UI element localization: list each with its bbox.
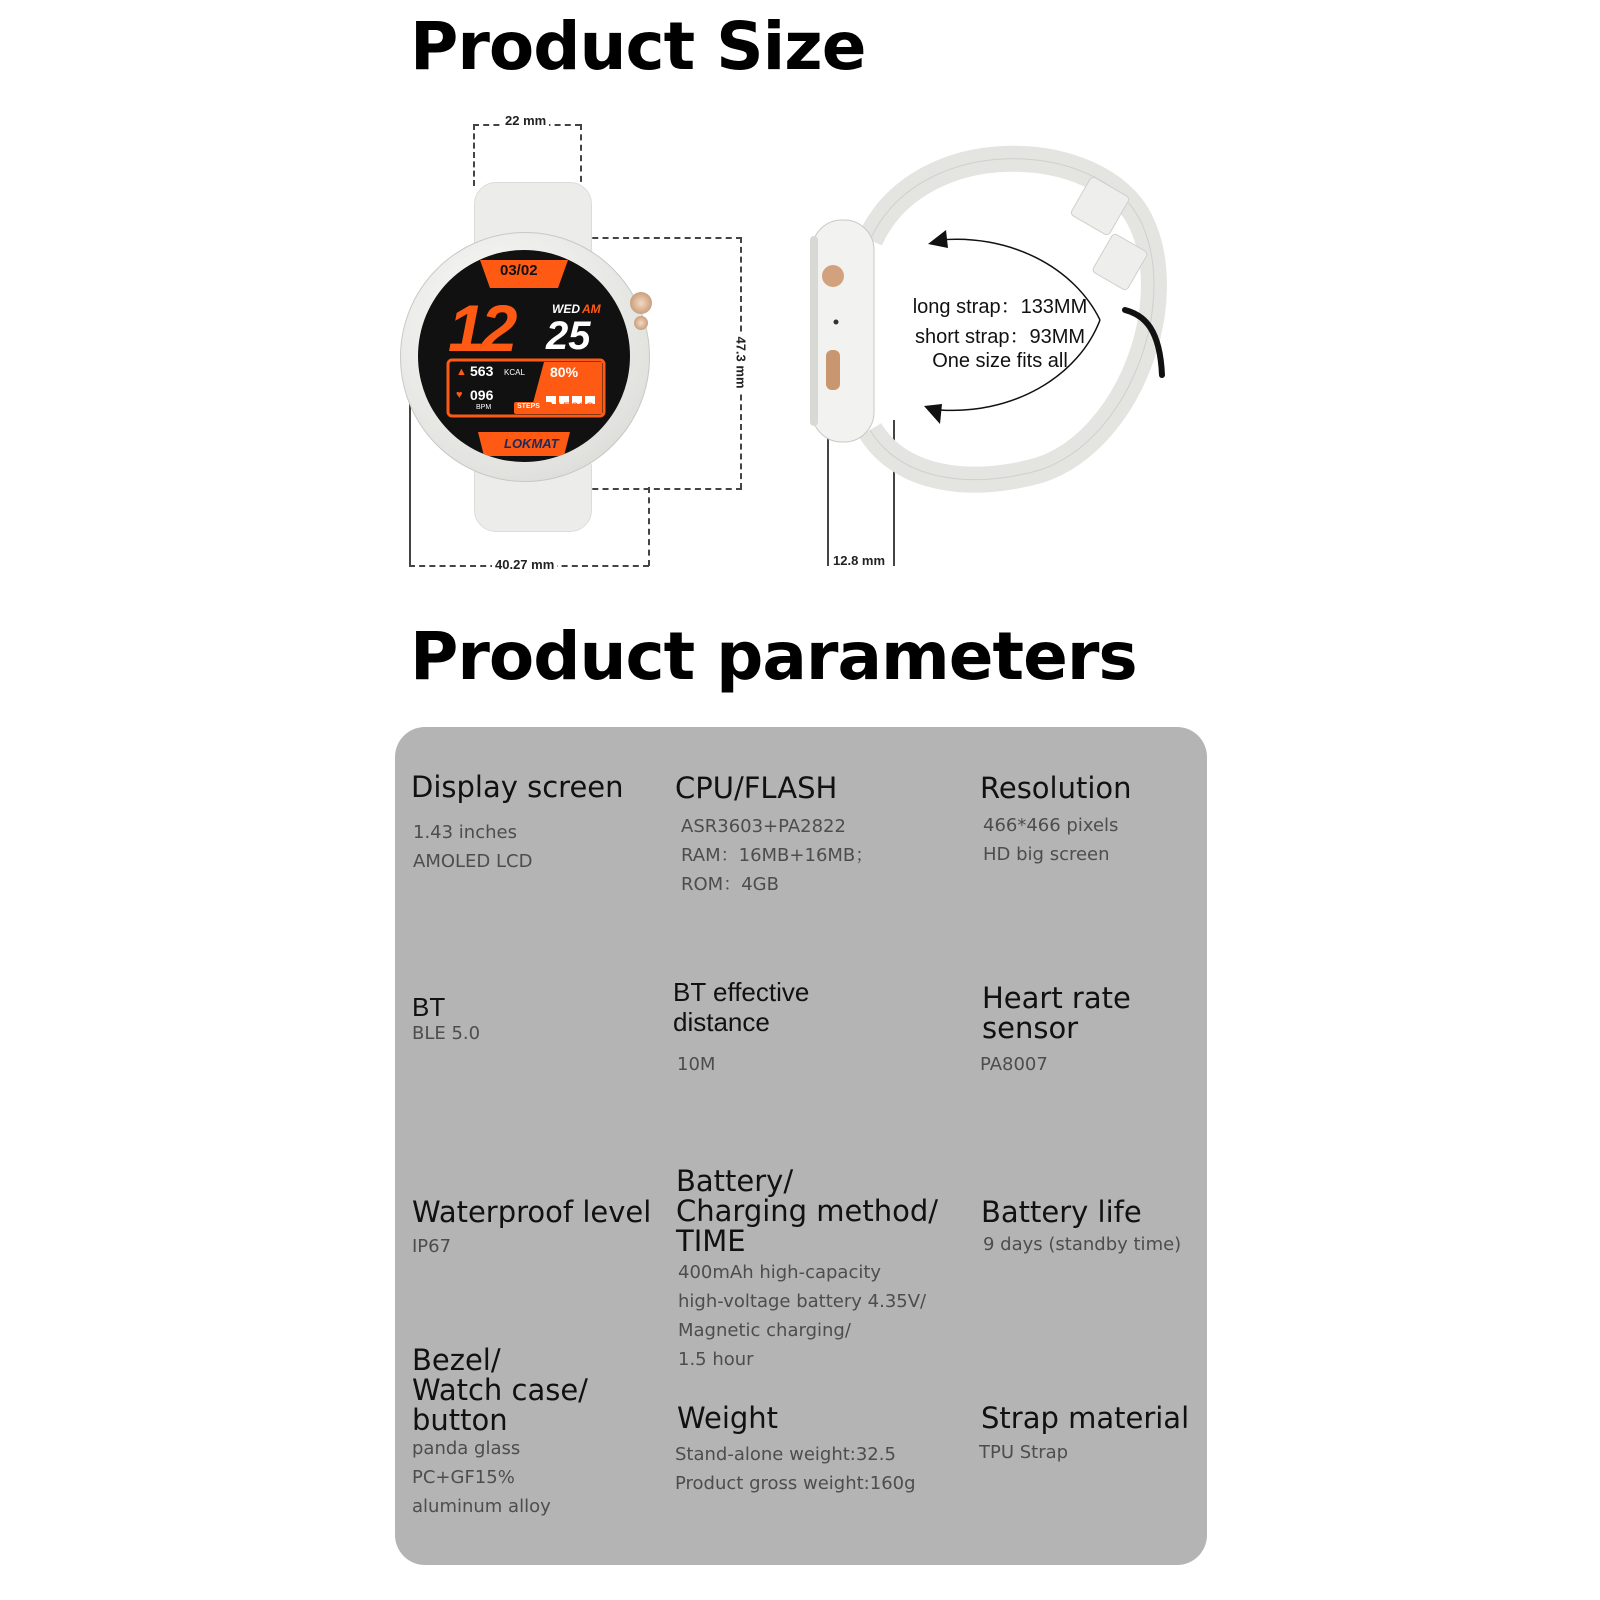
param-value-strap: TPU Strap [979,1442,1069,1463]
param-value-bt-distance: 10M [677,1054,716,1075]
param-value-bezel: panda glass PC+GF15% aluminum alloy [412,1438,551,1517]
watch-screen [418,250,630,462]
param-heading-battery: Battery/ Charging method/ TIME [676,1164,939,1258]
heart-icon: ♥ [456,389,463,401]
dim-height: 47.3 mm [734,333,749,391]
face-date: 03/02 [500,262,538,279]
param-heading-cpu: CPU/FLASH [675,771,838,805]
param-value-battery-life: 9 days (standby time) [983,1234,1182,1255]
param-heading-heart-rate: Heart rate sensor [982,981,1131,1045]
crown-button-small [634,316,648,330]
strap-short-text: short strap：93MM [914,326,1086,348]
face-kcal-unit: KCAL [504,368,525,377]
strap-fit-text: One size fits all [932,350,1068,372]
product-parameters-title: Product parameters [410,618,1137,695]
face-battery: 80% [550,364,579,380]
param-value-display: 1.43 inches AMOLED LCD [413,822,533,872]
param-heading-battery-life: Battery life [981,1195,1142,1229]
face-brand: LOKMAT [504,436,559,451]
face-steps-label: STEPS [517,403,540,410]
param-heading-waterproof: Waterproof level [412,1195,652,1229]
face-hour: 12 [448,291,514,365]
param-value-resolution: 466*466 pixels HD big screen [983,815,1119,865]
dim-width-top: 22 mm [502,113,549,128]
face-day: WED [552,302,580,316]
param-heading-bt: BT [412,992,446,1022]
param-heading-strap: Strap material [981,1401,1190,1435]
dim-thickness: 12.8 mm [830,553,888,568]
param-value-cpu: ASR3603+PA2822 RAM：16MB+16MB； ROM：4GB [681,816,874,895]
param-heading-resolution: Resolution [980,771,1132,805]
param-heading-bezel: Bezel/ Watch case/ button [412,1343,588,1437]
param-value-heart-rate: PA8007 [980,1054,1048,1075]
face-ampm: AM [582,302,601,316]
product-size-title: Product Size [410,8,866,85]
face-bpm: 096 [470,387,494,403]
param-heading-bt-distance: BT effective distance [673,977,810,1037]
param-value-bt: BLE 5.0 [412,1023,481,1044]
dim-width-bottom: 40.27 mm [492,557,557,572]
face-bpm-unit: BPM [476,404,492,411]
crown-button [630,292,652,314]
face-steps: 15688 [555,399,594,415]
param-heading-weight: Weight [677,1401,779,1435]
param-value-waterproof: IP67 [412,1236,452,1257]
param-value-weight: Stand-alone weight:32.5 Product gross weight:160g [675,1444,916,1494]
strap-long-text: long strap：133MM [912,296,1088,318]
watch-front-image [400,170,660,540]
face-minute: 25 [546,314,591,358]
param-value-battery: 400mAh high-capacity high-voltage battery 4.35V/ Magnetic charging/ 1.5 hour [678,1262,927,1370]
flame-icon: ▲ [456,366,467,378]
param-heading-display: Display screen [411,770,624,804]
face-kcal: 563 [470,363,494,379]
